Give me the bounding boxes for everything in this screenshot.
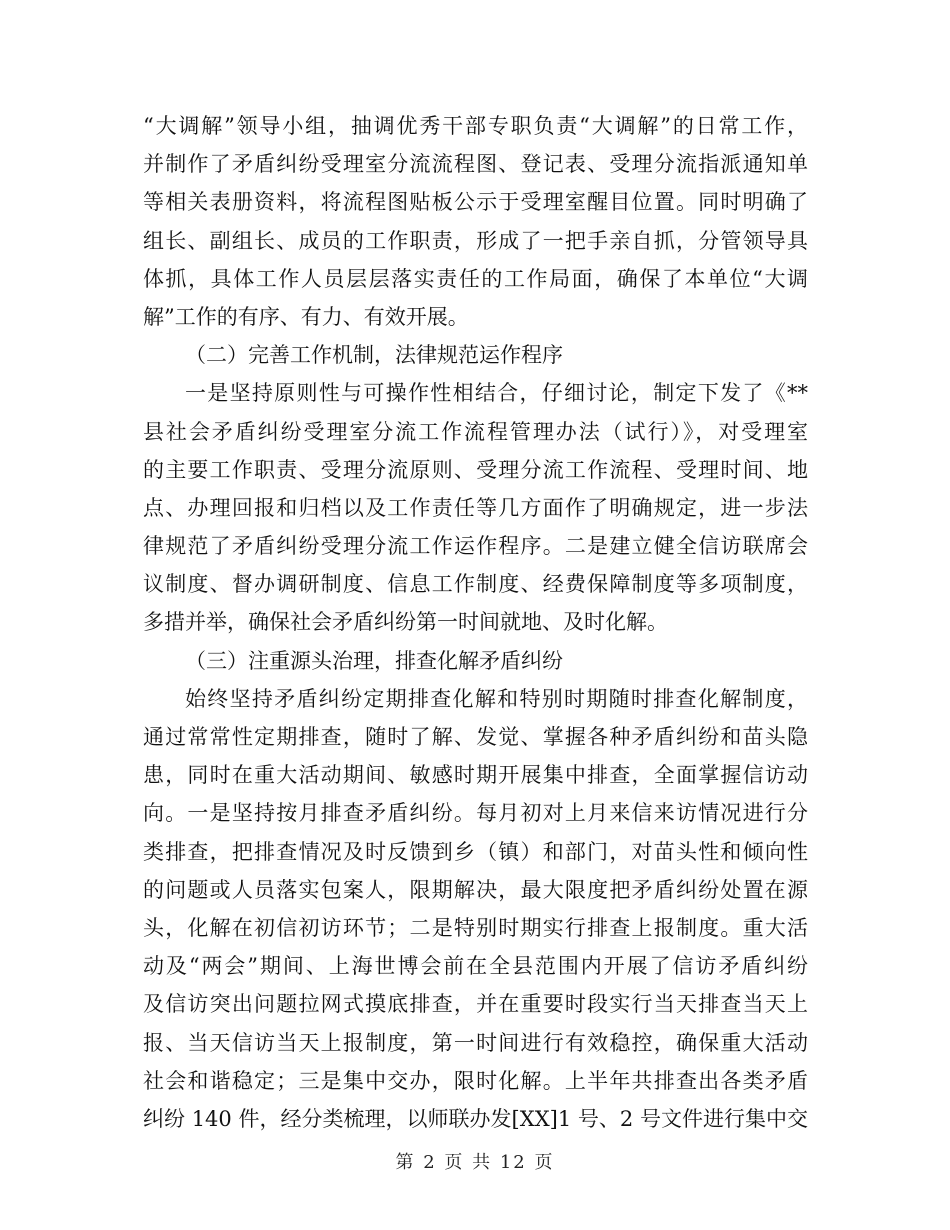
text-line-25: 报、当天信访当天上报制度，第一时间进行有效稳控，确保重大活动: [143, 1030, 808, 1055]
page-number-footer: 第 2 页 共 12 页: [395, 1152, 555, 1173]
text-line-12: 律规范了矛盾纠纷受理分流工作运作程序。二是建立健全信访联席会: [143, 534, 808, 559]
text-line-18: 患，同时在重大活动期间、敏感时期开展集中排查，全面掌握信访动: [143, 763, 808, 788]
text-line-1: “大调解”领导小组，抽调优秀干部专职负责“大调解”的日常工作，: [143, 114, 808, 138]
text-line-17: 通过常常性定期排查，随时了解、发觉、掌握各种矛盾纠纷和苗头隐: [143, 725, 808, 749]
text-line-5: 体抓，具体工作人员层层落实责任的工作局面，确保了本单位“大调: [143, 266, 808, 291]
text-line-26: 社会和谐稳定；三是集中交办，限时化解。上半年共排查出各类矛盾: [143, 1068, 808, 1093]
text-line-9: 县社会矛盾纠纷受理室分流工作流程管理办法（试行）》，对受理室: [143, 419, 808, 444]
section-heading-2: （二）完善工作机制，法律规范运作程序: [185, 343, 563, 368]
text-line-19: 向。一是坚持按月排查矛盾纠纷。每月初对上月来信来访情况进行分: [143, 801, 808, 826]
text-line-2: 并制作了矛盾纠纷受理室分流流程图、登记表、受理分流指派通知单: [143, 152, 808, 177]
text-line-23: 动及“两会”期间、上海世博会前在全县范围内开展了信访矛盾纠纷: [143, 954, 808, 979]
text-line-20: 类排查，把排查情况及时反馈到乡（镇）和部门，对苗头性和倾向性: [143, 839, 808, 864]
document-body: [143, 107, 808, 1138]
text-line-3: 等相关表册资料，将流程图贴板公示于受理室醒目位置。同时明确了: [143, 190, 808, 215]
text-line-16: 始终坚持矛盾纠纷定期排查化解和特别时期随时排查化解制度，: [185, 686, 808, 711]
text-line-21: 的问题或人员落实包案人，限期解决，最大限度把矛盾纠纷处置在源: [143, 877, 808, 902]
text-line-10: 的主要工作职责、受理分流原则、受理分流工作流程、受理时间、地: [143, 457, 808, 482]
text-line-22: 头，化解在初信初访环节；二是特别时期实行排查上报制度。重大活: [143, 915, 808, 940]
section-heading-3: （三）注重源头治理，排查化解矛盾纠纷: [185, 648, 563, 673]
text-line-24: 及信访突出问题拉网式摸底排查，并在重要时段实行当天排查当天上: [143, 992, 808, 1017]
text-line-8: 一是坚持原则性与可操作性相结合，仔细讨论，制定下发了《**: [185, 381, 808, 406]
text-line-14: 多措并举，确保社会矛盾纠纷第一时间就地、及时化解。: [143, 610, 668, 635]
text-line-6: 解”工作的有序、有力、有效开展。: [143, 304, 469, 329]
text-line-27: 纠纷 140 件，经分类梳理，以师联办发[XX]1 号、2 号文件进行集中交: [143, 1106, 808, 1131]
text-line-13: 议制度、督办调研制度、信息工作制度、经费保障制度等多项制度，: [143, 572, 808, 597]
text-line-11: 点、办理回报和归档以及工作责任等几方面作了明确规定，进一步法: [143, 495, 808, 520]
text-line-4: 组长、副组长、成员的工作职责，形成了一把手亲自抓，分管领导具: [143, 228, 808, 253]
